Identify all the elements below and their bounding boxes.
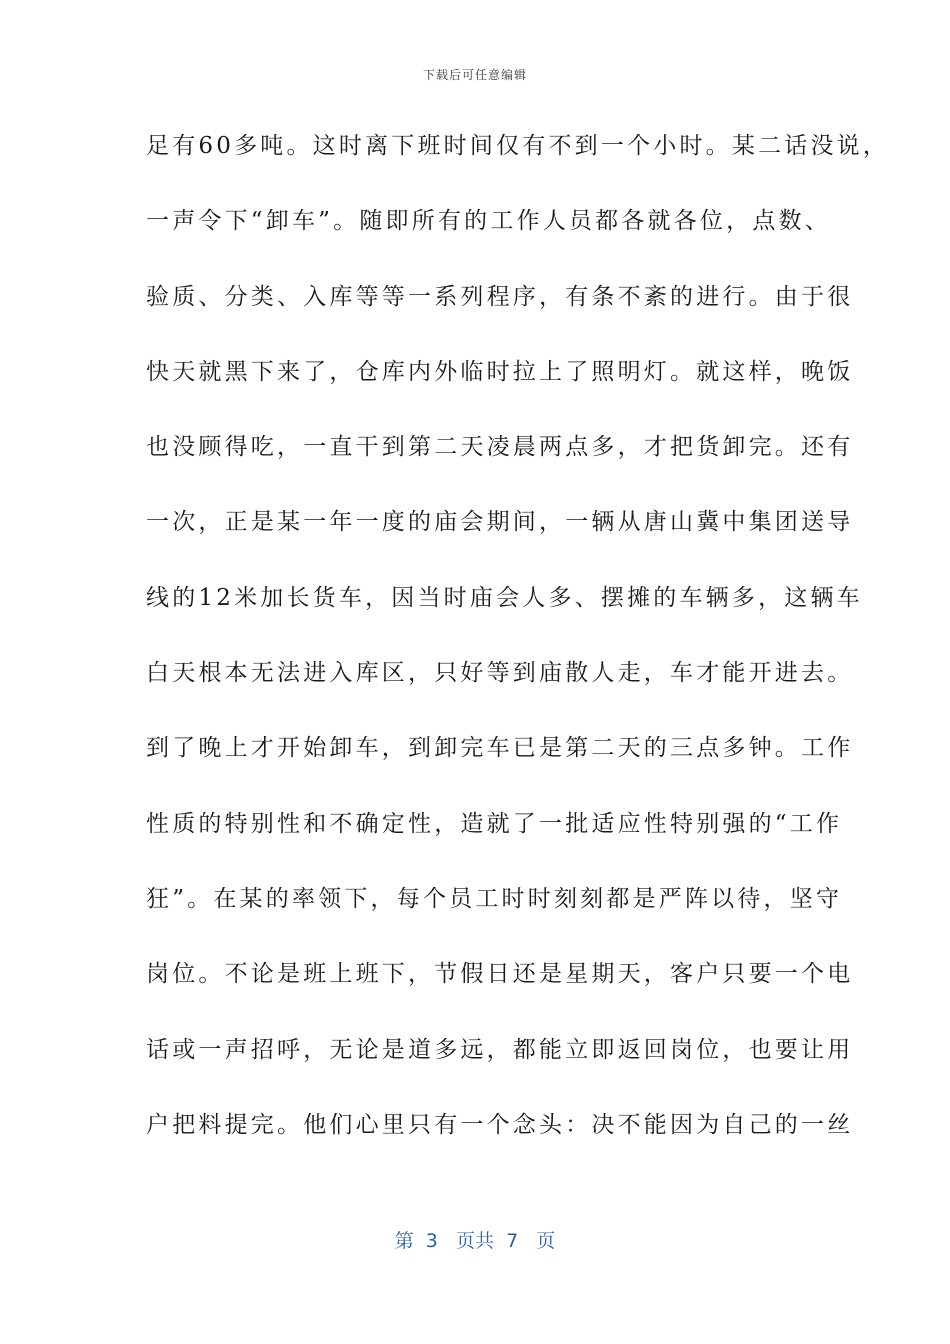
- text-line: 岗位。不论是班上班下，节假日还是星期天，客户只要一个电: [146, 961, 854, 988]
- text-line: 话或一声招呼，无论是道多远，都能立即返回岗位，也要让用: [146, 1036, 854, 1063]
- text-line: 也没顾得吃，一直干到第二天凌晨两点多，才把货卸完。还有: [146, 434, 854, 461]
- text-line: 到了晚上才开始卸车，到卸完车已是第二天的三点多钟。工作: [146, 735, 854, 762]
- text-line: 快天就黑下来了，仓库内外临时拉上了照明灯。就这样，晚饭: [146, 358, 854, 385]
- page-number-footer: 第 3 页共 7 页: [394, 1230, 556, 1252]
- text-line: 验质、分类、入库等等一系列程序，有条不紊的进行。由于很: [146, 283, 854, 310]
- text-line: 线的12米加长货车，因当时庙会人多、摆摊的车辆多，这辆车: [146, 584, 863, 611]
- text-line: 一声令下“卸车”。随即所有的工作人员都各就各位，点数、: [146, 208, 831, 235]
- text-line: 白天根本无法进入库区，只好等到庙散人走，车才能开进去。: [146, 660, 854, 687]
- page-header-note: 下载后可任意编辑: [422, 68, 527, 82]
- document-body: [146, 126, 890, 1180]
- text-line: 一次，正是某一年一度的庙会期间，一辆从唐山冀中集团送导: [146, 509, 854, 536]
- text-line: 户把料提完。他们心里只有一个念头：决不能因为自己的一丝: [146, 1111, 854, 1138]
- text-line: 狂”。在某的率领下，每个员工时时刻刻都是严阵以待，坚守: [146, 885, 843, 912]
- text-line: 足有60多吨。这时离下班时间仅有不到一个小时。某二话没说，: [146, 133, 890, 159]
- text-line: 性质的特别性和不确定性，造就了一批适应性特别强的“工作: [146, 810, 843, 837]
